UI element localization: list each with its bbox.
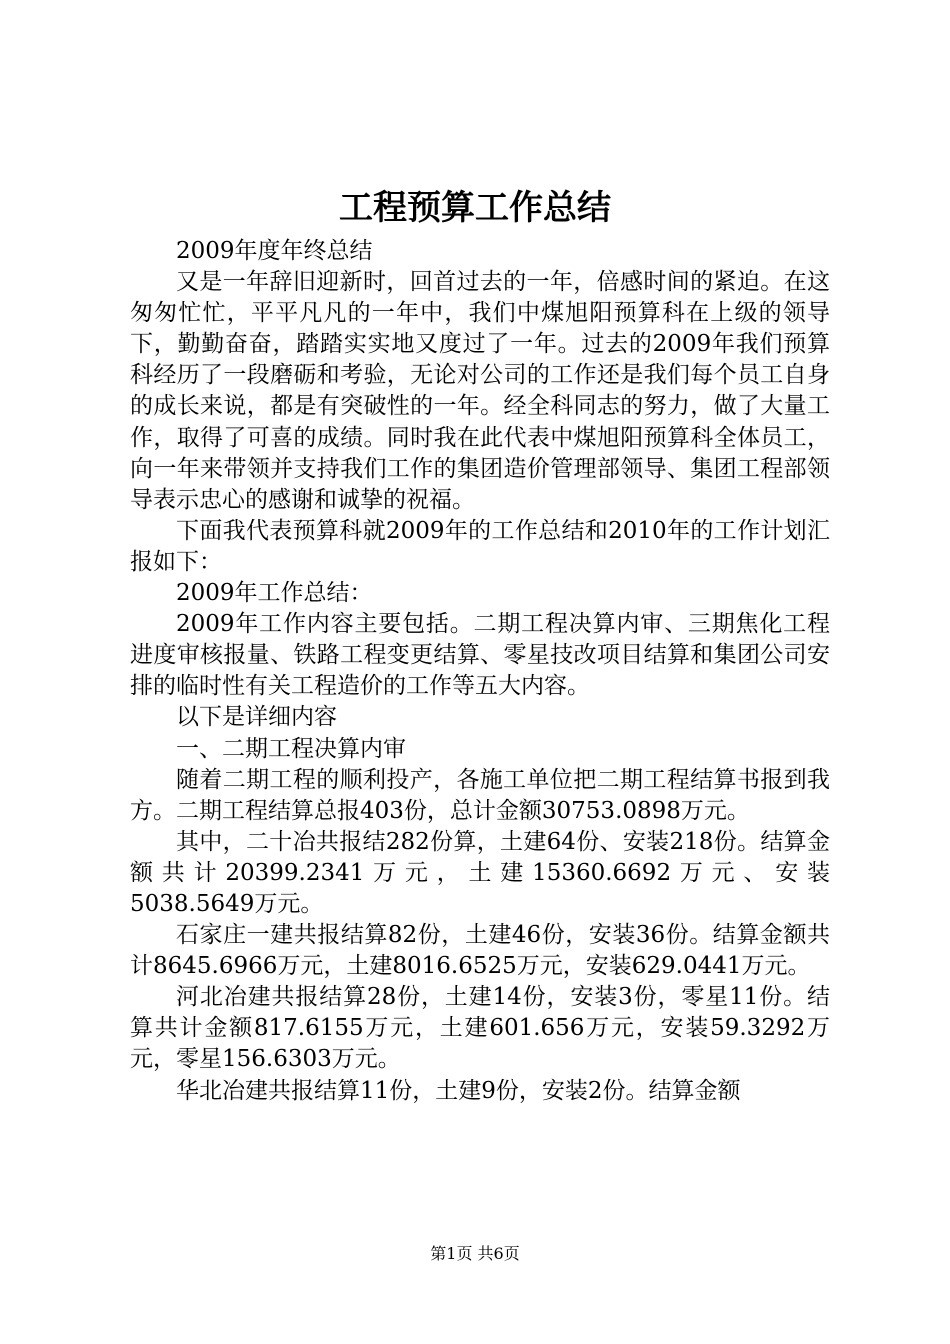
paragraph-shijiazhuang: 石家庄一建共报结算82份，土建46份，安装36份。结算金额共计8645.6966万元，土建8016.6525万元，安装629.0441万元。 xyxy=(130,922,830,980)
paragraph-ershiye: 其中，二十冶共报结282份算，土建64份、安装218份。结算金额共计20399.2341万元，土建15360.6692万元、安装5038.5649万元。 xyxy=(130,828,830,917)
paragraph-work-content: 2009年工作内容主要包括。二期工程决算内审、三期焦化工程进度审核报量、铁路工程变更结算、零星技改项目结算和集团公司安排的临时性有关工程造价的工作等五大内容。 xyxy=(130,611,830,700)
paragraph-phase-two-summary: 随着二期工程的顺利投产，各施工单位把二期工程结算书报到我方。二期工程结算总报403份，总计金额30753.0898万元。 xyxy=(130,766,830,824)
paragraph-details-heading: 以下是详细内容 xyxy=(176,704,337,731)
document-body xyxy=(130,236,830,1107)
paragraph-report-intro: 下面我代表预算科就2009年的工作总结和2010年的工作计划汇报如下： xyxy=(130,517,830,575)
paragraph-subtitle: 2009年度年终总结 xyxy=(176,238,373,264)
paragraph-intro: 又是一年辞旧迎新时，回首过去的一年，倍感时间的紧迫。在这匆匆忙忙，平平凡凡的一年中，我们中煤旭阳预算科在上级的领导下，勤勤奋奋，踏踏实实地又度过了一年。过去的2009年我们预算科经历了一段磨砺和考验，无论对公司的工作还是我们每个员工自身的成长来说，都是有突破性的一年。经全科同志的努力，做了大量工作，取得了可喜的成绩。同时我在此代表中煤旭阳预算科全体员工，向一年来带领并支持我们工作的集团造价管理部领导、集团工程部领导表示忠心的感谢和诚挚的祝福。 xyxy=(130,269,830,513)
page-footer: 第1页 共6页 xyxy=(430,1244,520,1263)
document-title: 工程预算工作总结 xyxy=(339,188,611,228)
paragraph-section-heading: 2009年工作总结： xyxy=(176,580,373,607)
paragraph-hebei: 河北冶建共报结算28份，土建14份，安装3份，零星11份。结算共计金额817.6155万元，土建601.656万元，安装59.3292万元，零星156.6303万元。 xyxy=(130,984,830,1073)
paragraph-item-one-heading: 一、二期工程决算内审 xyxy=(176,735,406,762)
paragraph-huabei: 华北冶建共报结算11份，土建9份，安装2份。结算金额 xyxy=(176,1077,741,1104)
